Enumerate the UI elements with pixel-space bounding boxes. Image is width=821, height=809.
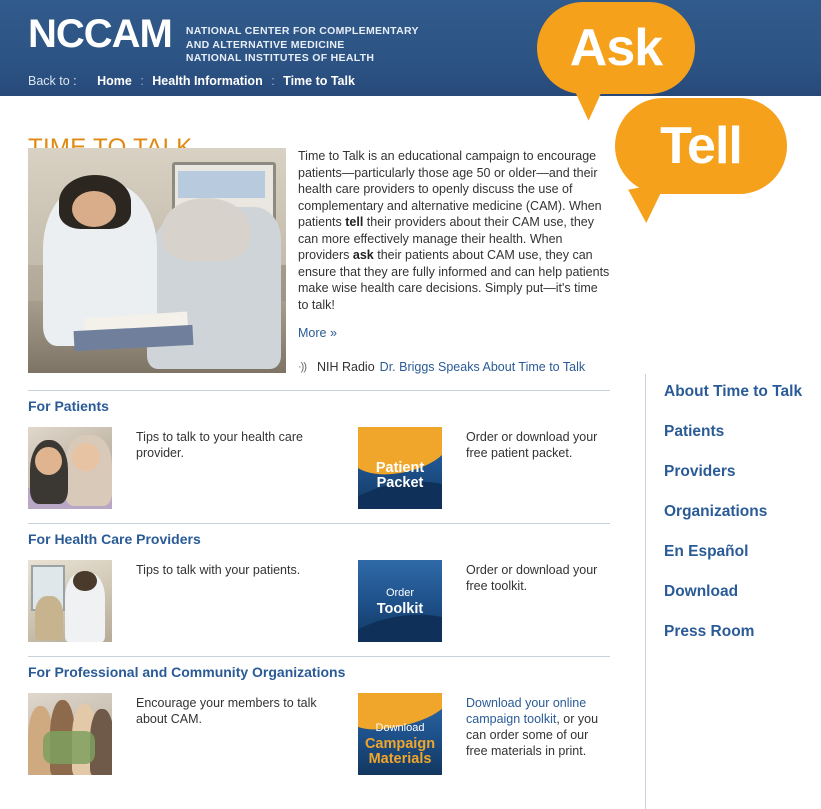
organizations-order-note (466, 693, 610, 759)
badge-line1-3: Campaign (364, 736, 436, 752)
organizations-note-tail: , or you can order some of our free materials in print. (466, 712, 599, 758)
badge-line2-3: Materials (368, 751, 432, 767)
providers-tip-text: Tips to talk with your patients. (136, 563, 301, 577)
logo-subtitle-line1: NATIONAL CENTER FOR COMPLEMENTARY (185, 25, 419, 37)
intro-part1: Time to Talk is an educational campaign to encourage patients—particularly those age 50 or older—and their health care providers to openly discuss the use of complementary and alternative medicine (CAM). When patients (298, 149, 602, 229)
patients-order-note: Order or download your free patient packet. (466, 430, 598, 460)
intro-part2: their providers about their CAM use, they can more effectively manage their health. When providers (298, 215, 594, 262)
intro-bold-tell: tell (345, 215, 364, 229)
breadcrumb-separator-3: : (271, 74, 275, 88)
right-nav-divider (645, 374, 646, 809)
section-providers (28, 523, 610, 642)
nccam-logo[interactable] (28, 12, 419, 66)
nav-item-en-espanol[interactable]: En Español (664, 543, 749, 560)
logo-subtitle (186, 25, 419, 66)
logo-mark-text: NCCAM (28, 12, 172, 56)
badge-order-label: Order (385, 446, 415, 458)
patients-tip-text: Tips to talk to your health care provider. (136, 430, 303, 460)
section-organizations (28, 656, 610, 775)
tell-bubble-tail (628, 183, 672, 225)
breadcrumb-separator-1 (80, 74, 93, 88)
logo-subtitle-line2: AND ALTERNATIVE MEDICINE (185, 38, 345, 51)
nih-radio-link[interactable]: Dr. Briggs Speaks About Time to Talk (379, 359, 586, 374)
right-nav (664, 382, 814, 662)
ask-bubble (537, 2, 695, 94)
organizations-tip-text: Encourage your members to talk about CAM. (136, 696, 317, 726)
logo-subtitle-line3: NATIONAL INSTITUTES OF HEALTH (185, 52, 375, 64)
nav-item-press-room[interactable]: Press Room (664, 623, 755, 640)
campaign-toolkit-link[interactable]: Download your online campaign toolkit (466, 696, 587, 726)
breadcrumb (28, 74, 355, 88)
patient-packet-badge[interactable] (358, 427, 442, 509)
nav-item-providers[interactable]: Providers (664, 463, 736, 480)
section-heading-providers: For Health Care Providers (28, 523, 610, 554)
breadcrumb-label: Back to : (28, 74, 77, 88)
site-header (0, 0, 821, 175)
campaign-materials-badge[interactable] (358, 693, 442, 775)
intro-block (28, 148, 610, 376)
patients-thumbnail[interactable] (28, 427, 112, 509)
intro-photo (28, 148, 286, 373)
organizations-thumbnail[interactable] (28, 693, 112, 775)
nav-item-patients[interactable]: Patients (664, 423, 725, 440)
nih-radio-label: NIH Radio (317, 359, 375, 374)
badge-order-label-2: Order (385, 586, 415, 599)
intro-paragraph (298, 148, 610, 313)
tell-bubble-text: Tell (660, 117, 742, 175)
breadcrumb-separator-2: : (140, 74, 144, 88)
badge-line2: Packet (376, 475, 424, 491)
logo-wordmark (28, 12, 172, 56)
audio-icon: ·)) (298, 360, 306, 373)
badge-line1-2: Toolkit (376, 600, 424, 617)
section-heading-patients: For Patients (28, 390, 610, 421)
badge-order-label-3: Download (375, 722, 425, 734)
providers-order-note: Order or download your free toolkit. (466, 563, 598, 593)
section-patients (28, 390, 610, 509)
nav-item-about-time-to-talk[interactable]: About Time to Talk (664, 383, 803, 400)
ask-bubble-tail (567, 84, 603, 122)
row-organizations (28, 693, 610, 775)
doctor-patient-photo (28, 148, 286, 373)
toolkit-badge[interactable] (358, 560, 442, 642)
section-heading-organizations: For Professional and Community Organizations (28, 656, 610, 687)
more-link[interactable]: More » (298, 326, 337, 340)
intro-text (298, 148, 610, 342)
breadcrumb-item-health-information[interactable]: Health Information (152, 74, 263, 88)
nav-item-download[interactable]: Download (664, 583, 739, 600)
main-column (28, 148, 610, 775)
badge-line1: Patient (375, 460, 425, 476)
providers-thumbnail[interactable] (28, 560, 112, 642)
breadcrumb-item-time-to-talk[interactable]: Time to Talk (283, 74, 355, 88)
intro-part3: their patients about CAM use, they can ensure that they are fully informed and can help patients make wise health care decisions. Simply put—it's time to talk! (298, 248, 610, 312)
nih-radio-row (298, 360, 610, 374)
breadcrumb-item-home[interactable]: Home (97, 74, 132, 88)
tell-bubble (615, 98, 787, 194)
nav-item-organizations[interactable]: Organizations (664, 503, 768, 520)
ask-bubble-text: Ask (569, 19, 663, 77)
intro-bold-ask: ask (352, 248, 374, 262)
row-patients (28, 427, 610, 509)
row-providers (28, 560, 610, 642)
